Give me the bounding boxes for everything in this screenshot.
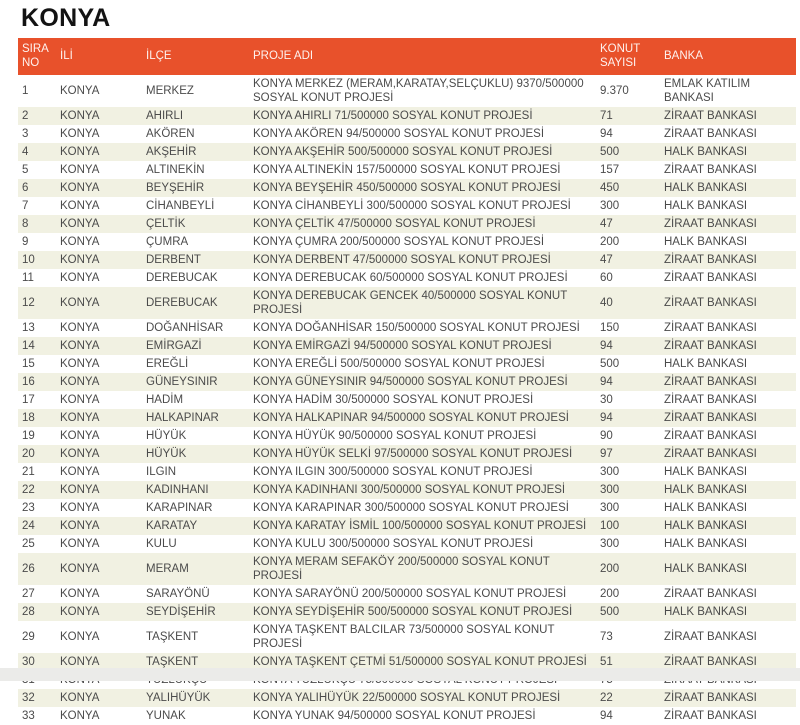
cell-konut: 90 xyxy=(600,430,613,443)
housing-projects-table xyxy=(18,38,796,725)
cell-ilce: HÜYÜK xyxy=(146,448,187,461)
cell-sira: 5 xyxy=(22,163,29,176)
column-header-banka: BANKA xyxy=(660,38,796,75)
cell-sira: 4 xyxy=(22,145,29,158)
cell-banka: ZİRAAT BANKASI xyxy=(664,376,757,389)
cell-ilce: TAŞKENT xyxy=(146,631,199,644)
cell-konut: 30 xyxy=(600,394,613,407)
cell-proje: KONYA DERBENT 47/500000 SOSYAL KONUT PROJESİ xyxy=(253,253,551,266)
cell-ilce: BEYŞEHİR xyxy=(146,181,205,194)
column-header-proje-adi: PROJE ADI xyxy=(249,38,596,75)
cell-ili: KONYA xyxy=(60,127,100,140)
cell-konut: 9.370 xyxy=(600,84,629,97)
table-row xyxy=(18,319,796,337)
cell-ilce: ÇUMRA xyxy=(146,235,189,248)
cell-ilce: CİHANBEYLİ xyxy=(146,199,215,212)
cell-konut: 200 xyxy=(600,235,620,248)
cell-proje: KONYA AKÖREN 94/500000 SOSYAL KONUT PROJESİ xyxy=(253,127,545,140)
cell-proje: KONYA BEYŞEHİR 450/500000 SOSYAL KONUT PROJESİ xyxy=(253,181,561,194)
cell-sira: 8 xyxy=(22,217,29,230)
cell-ili: KONYA xyxy=(60,520,100,533)
cell-ili: KONYA xyxy=(60,109,100,122)
cell-sira: 29 xyxy=(22,631,35,644)
cell-banka: HALK BANKASI xyxy=(664,538,748,551)
cell-sira: 26 xyxy=(22,563,35,576)
cell-proje: KONYA AHIRLI 71/500000 SOSYAL KONUT PROJESİ xyxy=(253,109,533,122)
cell-sira: 32 xyxy=(22,692,35,705)
cell-sira: 20 xyxy=(22,448,35,461)
table-row xyxy=(18,75,796,107)
cell-konut: 94 xyxy=(600,710,613,723)
cell-ili: KONYA xyxy=(60,199,100,212)
table-row xyxy=(18,251,796,269)
cell-ili: KONYA xyxy=(60,271,100,284)
table-row xyxy=(18,143,796,161)
cell-ili: KONYA xyxy=(60,84,100,97)
cell-ilce: AKŞEHİR xyxy=(146,145,197,158)
cell-banka: ZİRAAT BANKASI xyxy=(664,448,757,461)
table-row xyxy=(18,125,796,143)
cell-ili: KONYA xyxy=(60,502,100,515)
cell-ilce: HALKAPINAR xyxy=(146,412,219,425)
cell-proje: KONYA TAŞKENT ÇETMİ 51/500000 SOSYAL KONUT PROJESİ xyxy=(253,656,587,669)
cell-banka: ZİRAAT BANKASI xyxy=(664,588,757,601)
cell-konut: 300 xyxy=(600,466,620,479)
table-row xyxy=(18,391,796,409)
cell-ilce: YUNAK xyxy=(146,710,186,723)
cell-ili: KONYA xyxy=(60,538,100,551)
table-body xyxy=(18,75,796,725)
cell-ili: KONYA xyxy=(60,631,100,644)
cell-ilce: GÜNEYSINIR xyxy=(146,376,218,389)
table-row xyxy=(18,107,796,125)
cell-ili: KONYA xyxy=(60,181,100,194)
cell-sira: 7 xyxy=(22,199,29,212)
cell-banka: ZİRAAT BANKASI xyxy=(664,163,757,176)
cell-ilce: DEREBUCAK xyxy=(146,296,218,309)
table-header xyxy=(18,38,796,75)
cell-ilce: DEREBUCAK xyxy=(146,271,218,284)
table-row xyxy=(18,355,796,373)
cell-banka: HALK BANKASI xyxy=(664,563,748,576)
cell-banka: ZİRAAT BANKASI xyxy=(664,321,757,334)
cell-banka: HALK BANKASI xyxy=(664,358,748,370)
cell-sira: 1 xyxy=(22,84,29,97)
cell-konut: 97 xyxy=(600,448,613,461)
cell-banka: ZİRAAT BANKASI xyxy=(664,394,757,407)
cell-proje: KONYA YALIHÜYÜK 22/500000 SOSYAL KONUT PROJESİ xyxy=(253,692,561,705)
table-row xyxy=(18,373,796,391)
cell-ilce: ILGIN xyxy=(146,466,177,479)
cell-ili: KONYA xyxy=(60,394,100,407)
cell-ilce: ÇELTİK xyxy=(146,217,186,230)
cell-proje: KONYA DEREBUCAK 60/500000 SOSYAL KONUT PROJESİ xyxy=(253,271,568,284)
cell-proje: KONYA MERKEZ (MERAM,KARATAY,SELÇUKLU) 9370/500000 SOSYAL KONUT PROJESİ xyxy=(253,77,584,104)
cell-konut: 22 xyxy=(600,692,613,705)
cell-ilce: EREĞLİ xyxy=(146,358,189,370)
cell-proje: KONYA EMİRGAZİ 94/500000 SOSYAL KONUT PROJESİ xyxy=(253,339,552,352)
cell-banka: ZİRAAT BANKASI xyxy=(664,253,757,266)
cell-sira: 11 xyxy=(22,271,34,284)
cell-proje: KONYA HALKAPINAR 94/500000 SOSYAL KONUT PROJESİ xyxy=(253,412,569,425)
table-row xyxy=(18,707,796,725)
cell-proje: KONYA ALTINEKİN 157/500000 SOSYAL KONUT PROJESİ xyxy=(253,163,561,176)
cell-konut: 94 xyxy=(600,412,613,425)
cell-banka: HALK BANKASI xyxy=(664,606,748,619)
cell-konut: 94 xyxy=(600,339,613,352)
cell-banka: ZİRAAT BANKASI xyxy=(664,710,757,723)
cell-banka: HALK BANKASI xyxy=(664,502,748,515)
cell-konut: 94 xyxy=(600,376,613,389)
cell-banka: ZİRAAT BANKASI xyxy=(664,412,757,425)
table-row xyxy=(18,427,796,445)
table-row xyxy=(18,409,796,427)
table-row xyxy=(18,463,796,481)
cell-ili: KONYA xyxy=(60,710,100,723)
cell-proje: KONYA HADİM 30/500000 SOSYAL KONUT PROJESİ xyxy=(253,394,534,407)
cell-ili: KONYA xyxy=(60,466,100,479)
cell-proje: KONYA SEYDİŞEHİR 500/500000 SOSYAL KONUT PROJESİ xyxy=(253,606,573,619)
cell-sira: 19 xyxy=(22,430,35,443)
table-row xyxy=(18,621,796,653)
cell-ili: KONYA xyxy=(60,563,100,576)
cell-ili: KONYA xyxy=(60,484,100,497)
cell-ilce: AKÖREN xyxy=(146,127,195,140)
cell-proje: KONYA ILGIN 300/500000 SOSYAL KONUT PROJESİ xyxy=(253,466,533,479)
cell-sira: 17 xyxy=(22,394,35,407)
cell-sira: 15 xyxy=(22,358,35,370)
cell-sira: 16 xyxy=(22,376,35,389)
cell-konut: 500 xyxy=(600,606,620,619)
cell-banka: HALK BANKASI xyxy=(664,520,748,533)
cell-sira: 22 xyxy=(22,484,35,497)
cell-ili: KONYA xyxy=(60,296,100,309)
cell-ili: KONYA xyxy=(60,145,100,158)
cell-ili: KONYA xyxy=(60,606,100,619)
table-row xyxy=(18,161,796,179)
cell-konut: 40 xyxy=(600,296,613,309)
cell-ilce: KULU xyxy=(146,538,177,551)
cell-ili: KONYA xyxy=(60,253,100,266)
cell-banka: ZİRAAT BANKASI xyxy=(664,692,757,705)
cell-banka: HALK BANKASI xyxy=(664,466,748,479)
cell-ili: KONYA xyxy=(60,235,100,248)
table-row xyxy=(18,553,796,585)
cell-ilce: ALTINEKİN xyxy=(146,163,205,176)
cell-ilce: TAŞKENT xyxy=(146,656,199,669)
table-row xyxy=(18,499,796,517)
table-row xyxy=(18,585,796,603)
table-header-row xyxy=(18,38,796,75)
cell-proje: KONYA ÇELTİK 47/500000 SOSYAL KONUT PROJESİ xyxy=(253,217,536,230)
cell-ilce: KARATAY xyxy=(146,520,198,533)
cell-banka: ZİRAAT BANKASI xyxy=(664,631,757,644)
table-row xyxy=(18,269,796,287)
cell-sira: 6 xyxy=(22,181,29,194)
cell-proje: KONYA DEREBUCAK GENCEK 40/500000 SOSYAL KONUT PROJESİ xyxy=(253,289,568,316)
cell-banka: ZİRAAT BANKASI xyxy=(664,271,757,284)
cell-sira: 13 xyxy=(22,321,35,334)
cell-konut: 300 xyxy=(600,538,620,551)
cell-sira: 14 xyxy=(22,339,35,352)
cell-konut: 500 xyxy=(600,145,620,158)
footer-strip xyxy=(0,668,800,681)
table-row xyxy=(18,287,796,319)
cell-ilce: DOĞANHİSAR xyxy=(146,321,224,334)
cell-konut: 450 xyxy=(600,181,620,194)
cell-ilce: SARAYÖNÜ xyxy=(146,588,210,601)
column-header-sira-no: SIRA NO xyxy=(18,38,56,75)
cell-ili: KONYA xyxy=(60,412,100,425)
cell-ilce: SEYDİŞEHİR xyxy=(146,606,216,619)
cell-banka: ZİRAAT BANKASI xyxy=(664,339,757,352)
cell-sira: 25 xyxy=(22,538,35,551)
cell-konut: 71 xyxy=(600,109,613,122)
cell-ilce: YALIHÜYÜK xyxy=(146,692,211,705)
table-row xyxy=(18,215,796,233)
cell-proje: KONYA KARAPINAR 300/500000 SOSYAL KONUT PROJESİ xyxy=(253,502,569,515)
cell-ili: KONYA xyxy=(60,430,100,443)
cell-konut: 94 xyxy=(600,127,613,140)
page-title: KONYA xyxy=(21,4,111,32)
cell-proje: KONYA AKŞEHİR 500/500000 SOSYAL KONUT PROJESİ xyxy=(253,145,553,158)
table-row xyxy=(18,179,796,197)
cell-ilce: AHIRLI xyxy=(146,109,184,122)
cell-proje: KONYA HÜYÜK 90/500000 SOSYAL KONUT PROJESİ xyxy=(253,430,537,443)
cell-banka: HALK BANKASI xyxy=(664,181,748,194)
cell-banka: HALK BANKASI xyxy=(664,484,748,497)
cell-konut: 300 xyxy=(600,199,620,212)
cell-ili: KONYA xyxy=(60,376,100,389)
cell-ilce: MERKEZ xyxy=(146,84,194,97)
cell-proje: KONYA CİHANBEYLİ 300/500000 SOSYAL KONUT PROJESİ xyxy=(253,199,571,212)
cell-banka: HALK BANKASI xyxy=(664,199,748,212)
table-row xyxy=(18,233,796,251)
cell-konut: 200 xyxy=(600,563,620,576)
cell-sira: 33 xyxy=(22,710,35,723)
table-row xyxy=(18,337,796,355)
cell-sira: 28 xyxy=(22,606,35,619)
table-row xyxy=(18,535,796,553)
cell-ili: KONYA xyxy=(60,588,100,601)
cell-sira: 30 xyxy=(22,656,35,669)
cell-sira: 24 xyxy=(22,520,35,533)
cell-konut: 200 xyxy=(600,588,620,601)
cell-ili: KONYA xyxy=(60,321,100,334)
cell-proje: KONYA TAŞKENT BALCILAR 73/500000 SOSYAL KONUT PROJESİ xyxy=(253,624,555,651)
cell-konut: 157 xyxy=(600,163,620,176)
cell-ili: KONYA xyxy=(60,656,100,669)
cell-ilce: EMİRGAZİ xyxy=(146,339,202,352)
cell-ilce: DERBENT xyxy=(146,253,201,266)
cell-ili: KONYA xyxy=(60,358,100,370)
cell-proje: KONYA YUNAK 94/500000 SOSYAL KONUT PROJESİ xyxy=(253,710,536,723)
table-row xyxy=(18,197,796,215)
cell-ilce: HADİM xyxy=(146,394,184,407)
cell-ili: KONYA xyxy=(60,692,100,705)
cell-banka: ZİRAAT BANKASI xyxy=(664,656,757,669)
cell-konut: 47 xyxy=(600,217,613,230)
cell-banka: ZİRAAT BANKASI xyxy=(664,109,757,122)
cell-banka: ZİRAAT BANKASI xyxy=(664,217,757,230)
cell-konut: 60 xyxy=(600,271,613,284)
cell-sira: 23 xyxy=(22,502,35,515)
cell-banka: HALK BANKASI xyxy=(664,235,748,248)
cell-banka: EMLAK KATILIM BANKASI xyxy=(664,77,751,104)
cell-proje: KONYA MERAM SEFAKÖY 200/500000 SOSYAL KONUT PROJESİ xyxy=(253,556,550,583)
cell-banka: HALK BANKASI xyxy=(664,145,748,158)
cell-konut: 100 xyxy=(600,520,620,533)
cell-sira: 12 xyxy=(22,296,35,309)
cell-sira: 18 xyxy=(22,412,35,425)
cell-banka: ZİRAAT BANKASI xyxy=(664,127,757,140)
cell-ili: KONYA xyxy=(60,217,100,230)
cell-proje: KONYA EREĞLİ 500/500000 SOSYAL KONUT PROJESİ xyxy=(253,358,545,370)
table-row xyxy=(18,517,796,535)
cell-banka: ZİRAAT BANKASI xyxy=(664,296,757,309)
cell-proje: KONYA SARAYÖNÜ 200/500000 SOSYAL KONUT PROJESİ xyxy=(253,588,567,601)
cell-sira: 27 xyxy=(22,588,35,601)
cell-ilce: KARAPINAR xyxy=(146,502,213,515)
table-row xyxy=(18,445,796,463)
cell-sira: 9 xyxy=(22,235,29,248)
cell-konut: 500 xyxy=(600,358,620,370)
cell-konut: 51 xyxy=(600,656,613,669)
cell-sira: 21 xyxy=(22,466,35,479)
cell-sira: 3 xyxy=(22,127,29,140)
cell-konut: 73 xyxy=(600,631,613,644)
cell-ili: KONYA xyxy=(60,163,100,176)
table-row xyxy=(18,603,796,621)
cell-konut: 47 xyxy=(600,253,613,266)
cell-ili: KONYA xyxy=(60,448,100,461)
column-header-ili: İLİ xyxy=(56,38,142,75)
cell-konut: 300 xyxy=(600,484,620,497)
cell-sira: 2 xyxy=(22,109,29,122)
cell-proje: KONYA HÜYÜK SELKİ 97/500000 SOSYAL KONUT PROJESİ xyxy=(253,448,573,461)
cell-ilce: HÜYÜK xyxy=(146,430,187,443)
cell-proje: KONYA KARATAY İSMİL 100/500000 SOSYAL KONUT PROJESİ xyxy=(253,520,587,533)
cell-ilce: MERAM xyxy=(146,563,189,576)
cell-konut: 300 xyxy=(600,502,620,515)
cell-sira: 10 xyxy=(22,253,35,266)
cell-proje: KONYA ÇUMRA 200/500000 SOSYAL KONUT PROJESİ xyxy=(253,235,545,248)
cell-banka: ZİRAAT BANKASI xyxy=(664,430,757,443)
cell-ilce: KADINHANI xyxy=(146,484,209,497)
cell-proje: KONYA GÜNEYSINIR 94/500000 SOSYAL KONUT PROJESİ xyxy=(253,376,568,389)
cell-proje: KONYA KADINHANI 300/500000 SOSYAL KONUT PROJESİ xyxy=(253,484,566,497)
table-row xyxy=(18,481,796,499)
cell-ili: KONYA xyxy=(60,339,100,352)
cell-proje: KONYA KULU 300/500000 SOSYAL KONUT PROJESİ xyxy=(253,538,534,551)
cell-proje: KONYA DOĞANHİSAR 150/500000 SOSYAL KONUT PROJESİ xyxy=(253,321,580,334)
column-header-ilce: İLÇE xyxy=(142,38,249,75)
table-row xyxy=(18,689,796,707)
column-header-konut-sayisi: KONUT SAYISI xyxy=(596,38,660,75)
cell-konut: 150 xyxy=(600,321,620,334)
